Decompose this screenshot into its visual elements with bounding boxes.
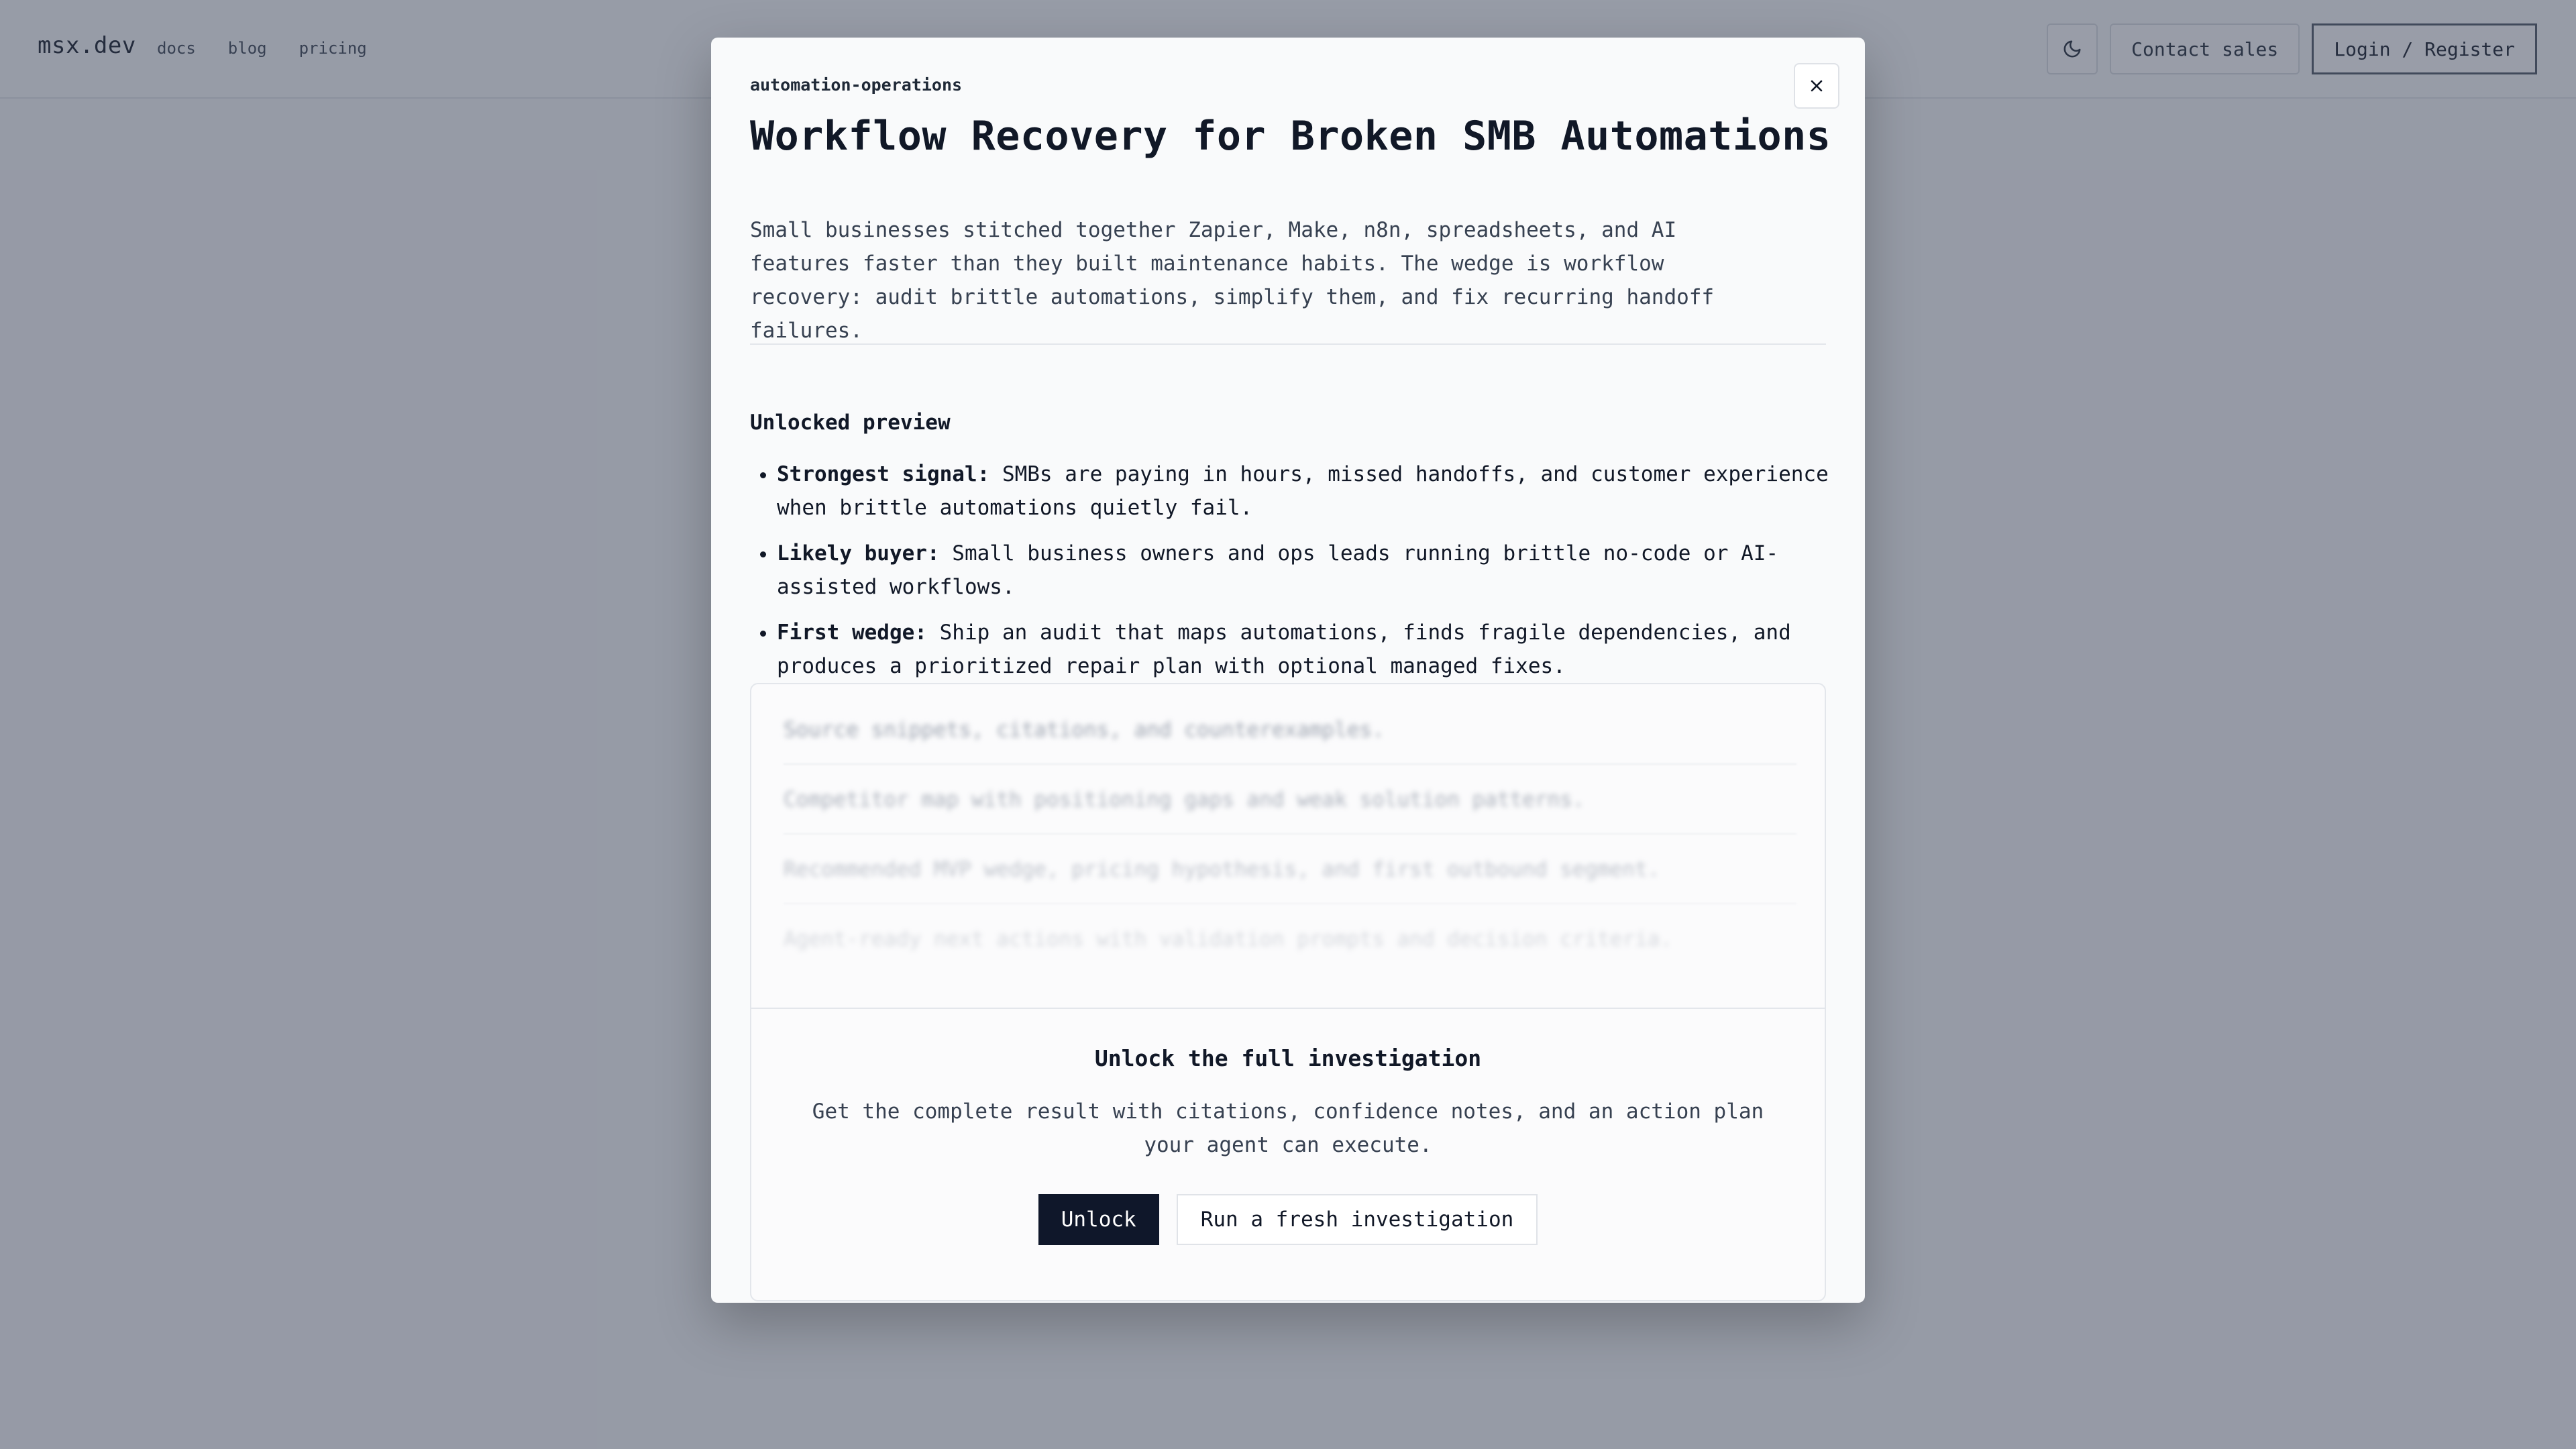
- locked-item: Source snippets, citations, and counterexamples.: [784, 718, 1385, 742]
- close-icon: [1807, 76, 1826, 95]
- category-label: automation-operations: [750, 75, 963, 95]
- unlock-section: [751, 1008, 1825, 1301]
- blurred-preview: [751, 684, 1825, 1008]
- point-text: Ship an audit that maps automations, finds fragile dependencies, and produces a prioritized repair plan with optional managed fixes.: [777, 621, 1791, 678]
- point-label: Strongest signal:: [777, 462, 990, 486]
- divider: [784, 763, 1796, 765]
- point-label: First wedge:: [777, 621, 927, 645]
- divider: [750, 343, 1826, 345]
- divider: [784, 833, 1796, 835]
- locked-item: Recommended MVP wedge, pricing hypothesis, and first outbound segment.: [784, 857, 1660, 881]
- locked-content-panel: [750, 683, 1826, 1301]
- unlock-title: Unlock the full investigation: [1094, 1045, 1482, 1071]
- unlock-description: Get the complete result with citations, confidence notes, and an action plan your agent can execute.: [812, 1099, 1764, 1157]
- modal-summary: Small businesses stitched together Zapier, Make, n8n, spreadsheets, and AI features faster than they built maintenance habits. The wedge is workflow recovery: audit brittle automations, simplify them, and fix recurring handoff failures.: [750, 218, 1715, 343]
- run-fresh-investigation-button[interactable]: Run a fresh investigation: [1177, 1194, 1538, 1245]
- point-label: Likely buyer:: [777, 541, 940, 566]
- list-item: [777, 537, 1837, 604]
- list-item: [777, 458, 1837, 525]
- investigation-modal: [711, 38, 1865, 1303]
- locked-item: Agent-ready next actions with validation prompts and decision criteria.: [784, 927, 1673, 951]
- preview-heading: Unlocked preview: [750, 411, 951, 435]
- unlock-button[interactable]: Unlock: [1038, 1194, 1159, 1245]
- divider: [784, 903, 1796, 904]
- unlock-actions: [751, 1194, 1825, 1245]
- list-item: [777, 616, 1837, 683]
- point-text: SMBs are paying in hours, missed handoffs, and customer experience when brittle automations quietly fail.: [777, 462, 1829, 520]
- preview-points-list: [750, 458, 1837, 695]
- point-text: Small business owners and ops leads running brittle no-code or AI-assisted workflows.: [777, 541, 1779, 599]
- locked-item: Competitor map with positioning gaps and weak solution patterns.: [784, 788, 1585, 812]
- modal-title: Workflow Recovery for Broken SMB Automations: [750, 113, 1831, 160]
- close-button[interactable]: [1794, 63, 1839, 109]
